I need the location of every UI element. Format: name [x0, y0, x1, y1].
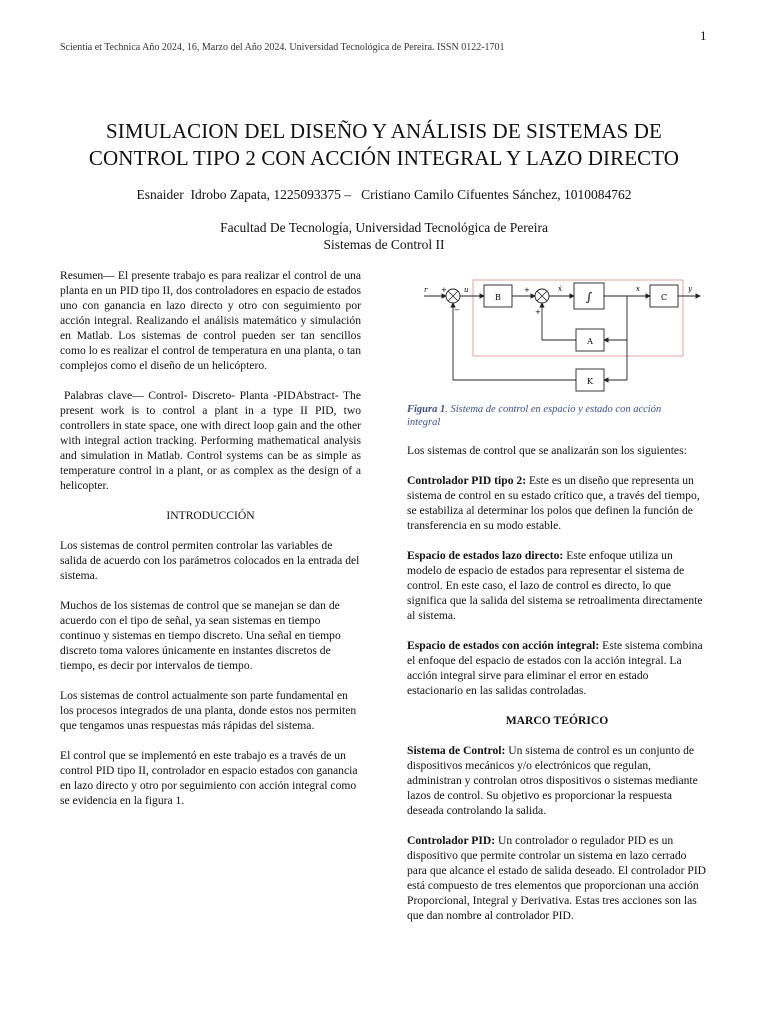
label-y: y [688, 285, 692, 293]
abstract-spanish: Resumen— El presente trabajo es para realizar el control de una planta en un PID tipo II, dos controladores en espacio de estados uno con ganancia en lazo directo y otro con seguimiento por acción integral. Realizando el análisis matemático y simulación en Matlab. Los sistemas de control pueden ser tan sencillos como lo es realizar el control de temperatura en una planta, o tan complejos como el diseño de un helicóptero. [60, 269, 361, 372]
marco-teorico-heading: MARCO TEÓRICO [505, 714, 609, 727]
label-b: B [495, 293, 501, 302]
theory-term: Controlador PID: [407, 834, 496, 847]
figure-caption-label: Figura 1 [407, 404, 446, 415]
item-accion-integral [407, 638, 707, 698]
theory-text: Un sistema de control es un conjunto de dispositivos mecánicos y/o electrónicos que regulan, administran y controlan otros dispositivos o sistemas mediante lazos de control. Su objetivo es proporcionar la respuesta deseada controlando la salida. [407, 744, 698, 817]
keywords-abstract: Palabras clave— Control- Discreto- Planta -PIDAbstract- The present work is to control a plant in a type II PID, two controllers in state space, one with direct loop gain and the other with integral action tracking. Performing mathematical analysis and simulation in Matlab. Control systems can be as simple as temperature control in a plant, or as complex as the design of a helicopter. [60, 389, 361, 492]
affiliation [40, 219, 728, 253]
label-plus-1: + [441, 286, 447, 294]
label-minus-1: − [454, 306, 460, 314]
page-number: 1 [700, 28, 707, 43]
item-text: Este es un diseño que representa un sistema de control en su estado crítico que, a través del tiempo, se estabiliza al determinar los polos que definen la función de transferencia en su modo estable. [407, 474, 700, 532]
label-integral: ∫ [585, 290, 593, 304]
affiliation-line-2: Sistemas de Control II [323, 237, 445, 252]
item-pid-tipo-2 [407, 473, 707, 533]
block-diagram [418, 278, 708, 396]
intro-paragraph-1: Los sistemas de control permiten controlar las variables de salida de acuerdo con los parámetros colocados en la entrada del sistema. [60, 539, 360, 582]
paper-title [40, 118, 728, 172]
label-k: K [587, 377, 593, 386]
item-text: Este enfoque utiliza un modelo de espacio de estados para representar el sistema de control. En este caso, el lazo de control es directo, lo que significa que la salida del sistema se retroalimenta directamente al sistema. [407, 549, 703, 622]
item-term: Controlador PID tipo 2: [407, 474, 527, 487]
theory-sistema-control [407, 743, 707, 818]
intro-heading: INTRODUCCIÓN [166, 509, 255, 522]
journal-header: Scientia et Technica Año 2024, 16, Marzo del Año 2024. Universidad Tecnológica de Pereira. ISSN 0122-1701 [60, 42, 505, 53]
item-term: Espacio de estados lazo directo: [407, 549, 564, 562]
item-term: Espacio de estados con acción integral: [407, 639, 600, 652]
title-line-1: SIMULACION DEL DISEÑO Y ANÁLISIS DE SISTEMAS DE [106, 119, 662, 143]
left-column [60, 268, 361, 823]
intro-paragraph-4: El control que se implementó en este trabajo es a través de un control PID tipo II, controlador en espacio estados con ganancia en lazo directo y otro por seguimiento con acción integral como se evidencia en la figura 1. [60, 749, 358, 807]
label-xdot: ẋ [558, 285, 562, 293]
systems-intro: Los sistemas de control que se analizarán son los siguientes: [407, 444, 687, 457]
theory-text: Un controlador o regulador PID es un dispositivo que permite controlar un sistema en lazo cerrado para que alcance el estado de salida deseado. El controlador PID está compuesto de tres elementos que proporcionan una acción Proporcional, Integral y Derivativa. Estas tres acciones son las que dan nombre al controlador PID. [407, 834, 707, 922]
theory-term: Sistema de Control: [407, 744, 506, 757]
affiliation-line-1: Facultad De Tecnología, Universidad Tecnológica de Pereira [220, 220, 548, 235]
label-plus-2: + [524, 286, 530, 294]
item-lazo-directo [407, 548, 707, 623]
figure-caption [407, 403, 697, 429]
authors: Esnaider Idrobo Zapata, 1225093375 – Cristiano Camilo Cifuentes Sánchez, 1010084762 [136, 187, 632, 202]
label-x: x [636, 285, 640, 293]
label-c: C [660, 293, 668, 302]
right-column [407, 443, 707, 938]
intro-paragraph-3: Los sistemas de control actualmente son parte fundamental en los procesos integrados de una planta, donde estos nos permiten que tengamos unas respuestas más rápidas del sistema. [60, 689, 357, 732]
block-diagram-figure [418, 278, 708, 396]
intro-paragraph-2: Muchos de los sistemas de control que se manejan se dan de acuerdo con el tipo de señal, ya sean sistemas en tiempo continuo y sistemas en tiempo discreto. Una señal en tiempo discreto toma valores únicamente en instantes discretos de tiempo, es decir por intervalos de tiempo. [60, 599, 341, 672]
label-a: A [587, 337, 593, 346]
label-plus-3: + [535, 308, 541, 316]
label-r: r [424, 286, 428, 294]
label-u: u [464, 286, 469, 294]
title-line-2: CONTROL TIPO 2 CON ACCIÓN INTEGRAL Y LAZO DIRECTO [88, 146, 680, 170]
figure-caption-text: . Sistema de control en espacio y estado con acción integral [407, 404, 662, 428]
theory-controlador-pid [407, 833, 707, 923]
item-text: Este sistema combina el enfoque del espacio de estados con la acción integral. La acción integral sirve para eliminar el error en estado estacionario en las salidas controladas. [407, 639, 703, 697]
